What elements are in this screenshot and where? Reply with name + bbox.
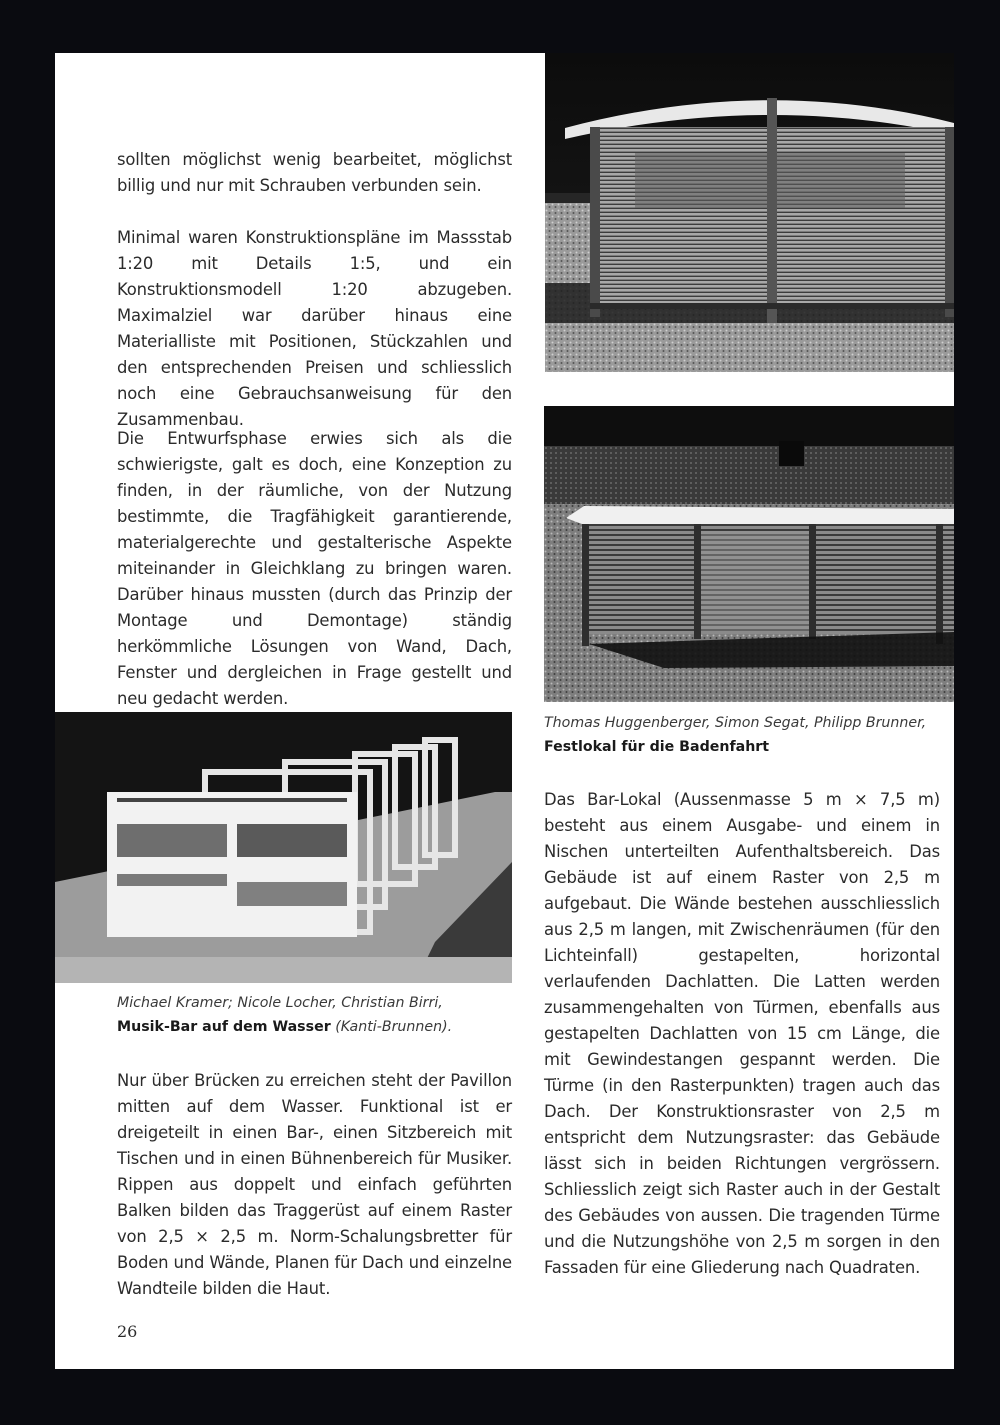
festlokal-front-photo — [545, 53, 954, 372]
photo-image-icon — [544, 406, 954, 702]
festlokal-caption-title: Festlokal für die Badenfahrt — [544, 739, 770, 755]
festlokal-caption — [544, 711, 944, 759]
paragraph: Die Entwurfsphase erwies sich als die schwierigste, galt es doch, eine Konzeption zu finden, in der räumliche, von der Nutzung bestimmte, die Tragfähigkeit garantierende, materialgerechte und gestalterische Aspekte miteinander in Gleichklang zu bringen waren. Darüber hinaus mussten (durch das Prinzip der Montage und Demontage) ständig herkömmliche Lösungen von Wand, Dach, Fenster und dergleichen in Frage gestellt und neu gedacht werden. — [117, 429, 512, 708]
festlokal-description — [544, 787, 940, 1281]
festlokal-caption-authors: Thomas Huggenberger, Simon Segat, Philipp Brunner, — [544, 715, 927, 731]
intro-paragraph-3 — [117, 426, 512, 712]
musikbar-caption-location: (Kanti-Brunnen). — [335, 1019, 453, 1035]
musikbar-caption-title: Musik-Bar auf dem Wasser — [117, 1019, 331, 1035]
photo-image-icon — [545, 53, 954, 372]
paragraph: Minimal waren Konstruktionspläne im Massstab 1:20 mit Details 1:5, und ein Konstruktionsmodell 1:20 abzugeben. Maximalziel war darüber hinaus eine Materialliste mit Positionen, Stückzahlen und den entsprechenden Preisen und schliesslich noch eine Gebrauchsanweisung für den Zusammenbau. — [117, 228, 512, 429]
musikbar-caption — [117, 991, 517, 1039]
musikbar-photo — [55, 712, 512, 983]
intro-paragraph-2 — [117, 225, 512, 433]
intro-paragraph-1 — [117, 147, 512, 199]
photo-image-icon — [55, 712, 512, 983]
page-number: 26 — [117, 1322, 138, 1341]
musikbar-caption-authors: Michael Kramer; Nicole Locher, Christian Birri, — [117, 995, 443, 1011]
festlokal-side-photo — [544, 406, 954, 702]
paragraph: Das Bar-Lokal (Aussenmasse 5 m × 7,5 m) besteht aus einem Ausgabe- und einem in Nischen unterteilten Aufenthaltsbereich. Das Gebäude ist auf einem Raster von 2,5 m aufgebaut. Die Wände bestehen ausschliesslich aus 2,5 m langen, mit Zwischenräumen (für den Lichteinfall) gestapelten, horizontal verlaufenden Dachlatten. Die Latten werden zusammengehalten von Türmen, ebenfalls aus gestapelten Dachlatten von 15 cm Länge, die mit Gewindestangen gespannt werden. Die Türme (in den Rasterpunkten) tragen auch das Dach. Der Konstruktionsraster von 2,5 m entspricht dem Nutzungsraster: das Gebäude lässt sich in beiden Richtungen vergrössern. Schliesslich zeigt sich Raster auch in der Gestalt des Gebäudes von aussen. Die tragenden Türme und die Nutzungshöhe von 2,5 m sorgen in den Fassaden für eine Gliederung nach Quadraten. — [544, 790, 940, 1277]
paragraph: Nur über Brücken zu erreichen steht der Pavillon mitten auf dem Wasser. Funktional ist er dreigeteilt in einen Bar-, einen Sitzbereich mit Tischen und in einen Bühnenbereich für Musiker. Rippen aus doppelt und einfach geführten Balken bilden das Traggerüst auf einem Raster von 2,5 × 2,5 m. Norm-Schalungsbretter für Boden und Wände, Planen für Dach und einzelne Wandteile bilden die Haut. — [117, 1071, 512, 1298]
musikbar-description — [117, 1068, 512, 1302]
paragraph: sollten möglichst wenig bearbeitet, möglichst billig und nur mit Schrauben verbunden sein. — [117, 150, 512, 195]
